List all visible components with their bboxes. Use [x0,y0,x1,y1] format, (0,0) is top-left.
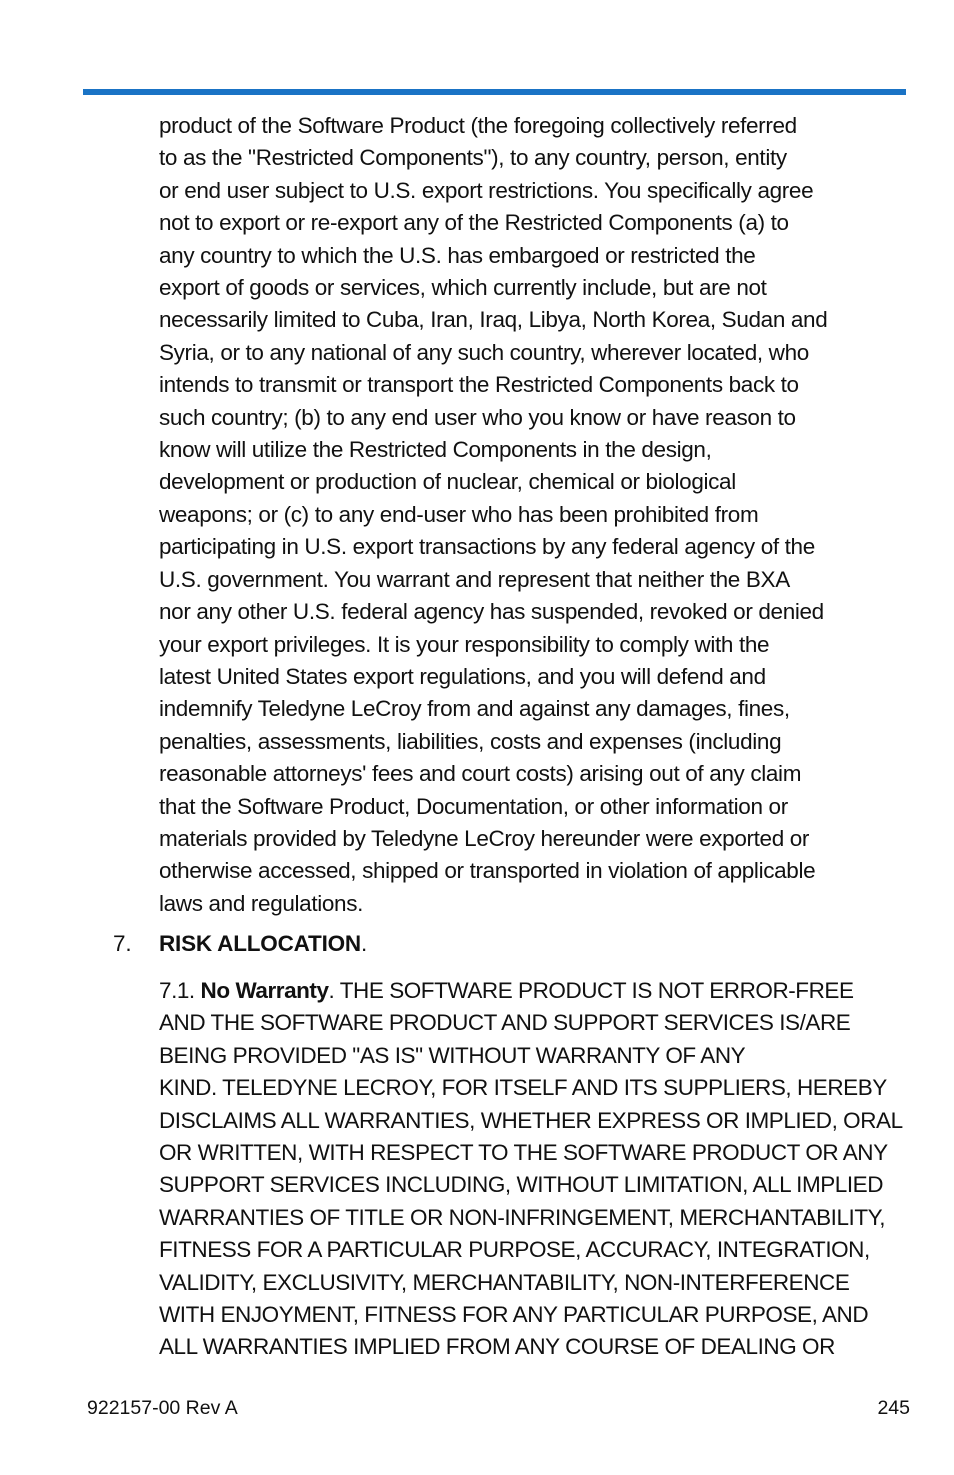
body-line: such country; (b) to any end user who you know or have reason to [159,404,796,430]
body-line: U.S. government. You warrant and represent that neither the BXA [159,566,790,592]
subsection-no-warranty [159,975,904,1364]
footer-doc-number: 922157-00 Rev A [87,1397,238,1419]
body-line: that the Software Product, Documentation, or other information or [159,793,788,819]
body-line: to as the "Restricted Components"), to any country, person, entity [159,145,787,171]
body-line: or end user subject to U.S. export restrictions. You specifically agree [159,177,814,203]
subsection-line: KIND. TELEDYNE LECROY, FOR ITSELF AND ITS SUPPLIERS, HEREBY [159,1075,887,1101]
subsection-line: VALIDITY, EXCLUSIVITY, MERCHANTABILITY, NON-INTERFERENCE [159,1269,850,1295]
body-line: reasonable attorneys' fees and court costs) arising out of any claim [159,761,802,787]
body-line: development or production of nuclear, chemical or biological [159,469,736,495]
body-line: otherwise accessed, shipped or transported in violation of applicable [159,858,816,884]
body-line: latest United States export regulations, and you will defend and [159,663,766,689]
subsection-line: BEING PROVIDED "AS IS" WITHOUT WARRANTY OF ANY [159,1042,746,1068]
body-line: product of the Software Product (the foregoing collectively referred [159,113,797,138]
body-line: Syria, or to any national of any such country, wherever located, who [159,339,809,365]
body-line: laws and regulations. [159,890,364,916]
body-line: intends to transmit or transport the Restricted Components back to [159,372,799,398]
body-line: necessarily limited to Cuba, Iran, Iraq, Libya, North Korea, Sudan and [159,307,828,333]
subsection-first-line [159,975,904,1007]
body-line: nor any other U.S. federal agency has suspended, revoked or denied [159,599,824,625]
body-line: indemnify Teledyne LeCroy from and against any damages, fines, [159,696,790,722]
subsection-line: DISCLAIMS ALL WARRANTIES, WHETHER EXPRESS OR IMPLIED, ORAL [159,1107,903,1133]
section-title: RISK ALLOCATION [159,931,361,956]
body-line: know will utilize the Restricted Components in the design, [159,437,712,463]
subsection-line: AND THE SOFTWARE PRODUCT AND SUPPORT SERVICES IS/ARE [159,1010,851,1036]
body-line: any country to which the U.S. has embargoed or restricted the [159,242,756,268]
subsection-line: ALL WARRANTIES IMPLIED FROM ANY COURSE OF DEALING OR [159,1334,835,1360]
body-line: your export privileges. It is your responsibility to comply with the [159,631,770,657]
footer-page-number: 245 [877,1397,910,1419]
section-number: 7. [113,931,132,956]
subsection-line: OR WRITTEN, WITH RESPECT TO THE SOFTWARE PRODUCT OR ANY [159,1140,888,1166]
subsection-line: WITH ENJOYMENT, FITNESS FOR ANY PARTICULAR PURPOSE, AND [159,1302,869,1328]
subsection-number: 7.1. [159,978,195,1003]
section-heading [113,928,367,960]
body-line: materials provided by Teledyne LeCroy hereunder were exported or [159,825,810,851]
header-rule [83,89,906,95]
body-line: not to export or re-export any of the Restricted Components (a) to [159,210,789,236]
subsection-text: . THE SOFTWARE PRODUCT IS NOT ERROR-FREE [328,978,854,1003]
body-line: penalties, assessments, liabilities, costs and expenses (including [159,728,782,754]
body-line: participating in U.S. export transactions by any federal agency of the [159,534,815,560]
body-paragraph [159,110,904,920]
body-line: export of goods or services, which currently include, but are not [159,275,767,301]
subsection-line: WARRANTIES OF TITLE OR NON-INFRINGEMENT, MERCHANTABILITY, [159,1204,886,1230]
subsection-line: FITNESS FOR A PARTICULAR PURPOSE, ACCURACY, INTEGRATION, [159,1237,870,1263]
section-title-suffix: . [360,931,368,956]
subsection-title: No Warranty [200,978,329,1003]
body-line: weapons; or (c) to any end-user who has been prohibited from [159,501,759,527]
subsection-line: SUPPORT SERVICES INCLUDING, WITHOUT LIMITATION, ALL IMPLIED [159,1172,884,1198]
